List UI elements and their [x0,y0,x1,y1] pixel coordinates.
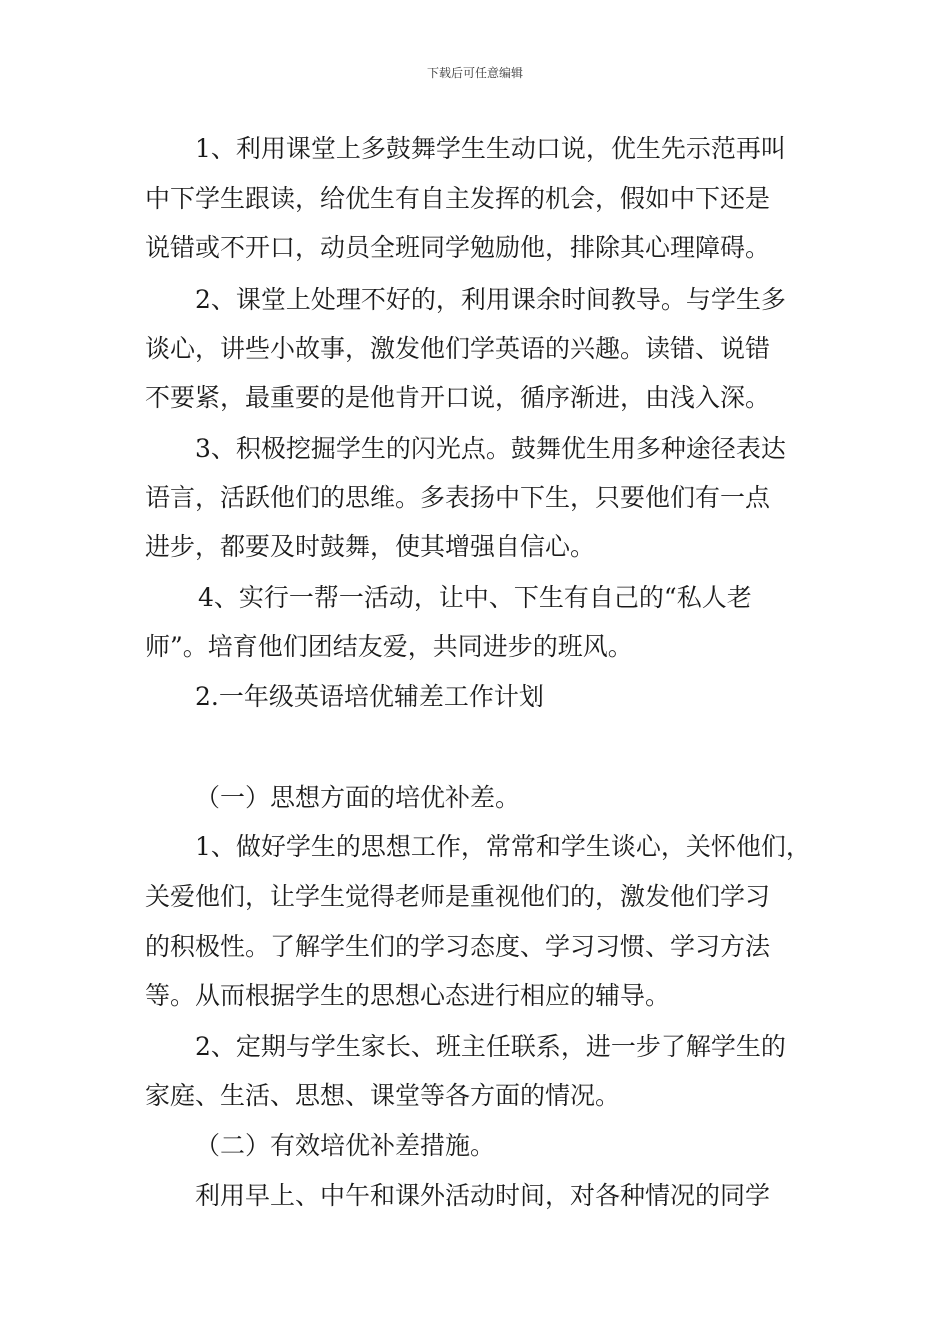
paragraph-line: 2、定期与学生家长、班主任联系，进一步了解学生的 [195,1032,786,1061]
paragraph-line: 不要紧，最重要的是他肯开口说，循序渐进，由浅入深。 [145,383,771,412]
paragraph-line: 2、课堂上处理不好的，利用课余时间教导。与学生多 [195,285,786,314]
paragraph-line: 的积极性。了解学生们的学习态度、学习习惯、学习方法 [145,932,771,961]
paragraph-line: 利用早上、中午和课外活动时间，对各种情况的同学 [195,1181,771,1210]
paragraph-line: 语言，活跃他们的思维。多表扬中下生，只要他们有一点 [145,483,771,512]
section-title: 2.一年级英语培优辅差工作计划 [195,682,544,711]
page-header: 下载后可任意编辑 [426,66,523,80]
paragraph-line: 1、利用课堂上多鼓舞学生生动口说，优生先示范再叫 [195,134,786,163]
paragraph-line: 师”。培育他们团结友爱，共同进步的班风。 [145,632,633,661]
paragraph-line: 4、实行一帮一活动，让中、下生有自己的“私人老 [198,583,752,612]
subsection-heading: （一）思想方面的培优补差。 [195,783,521,812]
paragraph-line: 1、做好学生的思想工作，常常和学生谈心，关怀他们， [195,832,811,861]
paragraph-line: 等。从而根据学生的思想心态进行相应的辅导。 [145,981,671,1010]
paragraph-line: 谈心，讲些小故事，激发他们学英语的兴趣。读错、说错 [145,334,771,363]
paragraph-line: 进步，都要及时鼓舞，使其增强自信心。 [145,532,596,561]
paragraph-line: 家庭、生活、思想、课堂等各方面的情况。 [145,1081,621,1110]
paragraph-line: 关爱他们，让学生觉得老师是重视他们的，激发他们学习 [145,882,771,911]
paragraph-line: 说错或不开口，动员全班同学勉励他，排除其心理障碍。 [145,233,771,262]
paragraph-line: 中下学生跟读，给优生有自主发挥的机会，假如中下还是 [145,184,771,213]
paragraph-line: 3、积极挖掘学生的闪光点。鼓舞优生用多种途径表达 [195,434,786,463]
subsection-heading: （二）有效培优补差措施。 [195,1131,496,1160]
